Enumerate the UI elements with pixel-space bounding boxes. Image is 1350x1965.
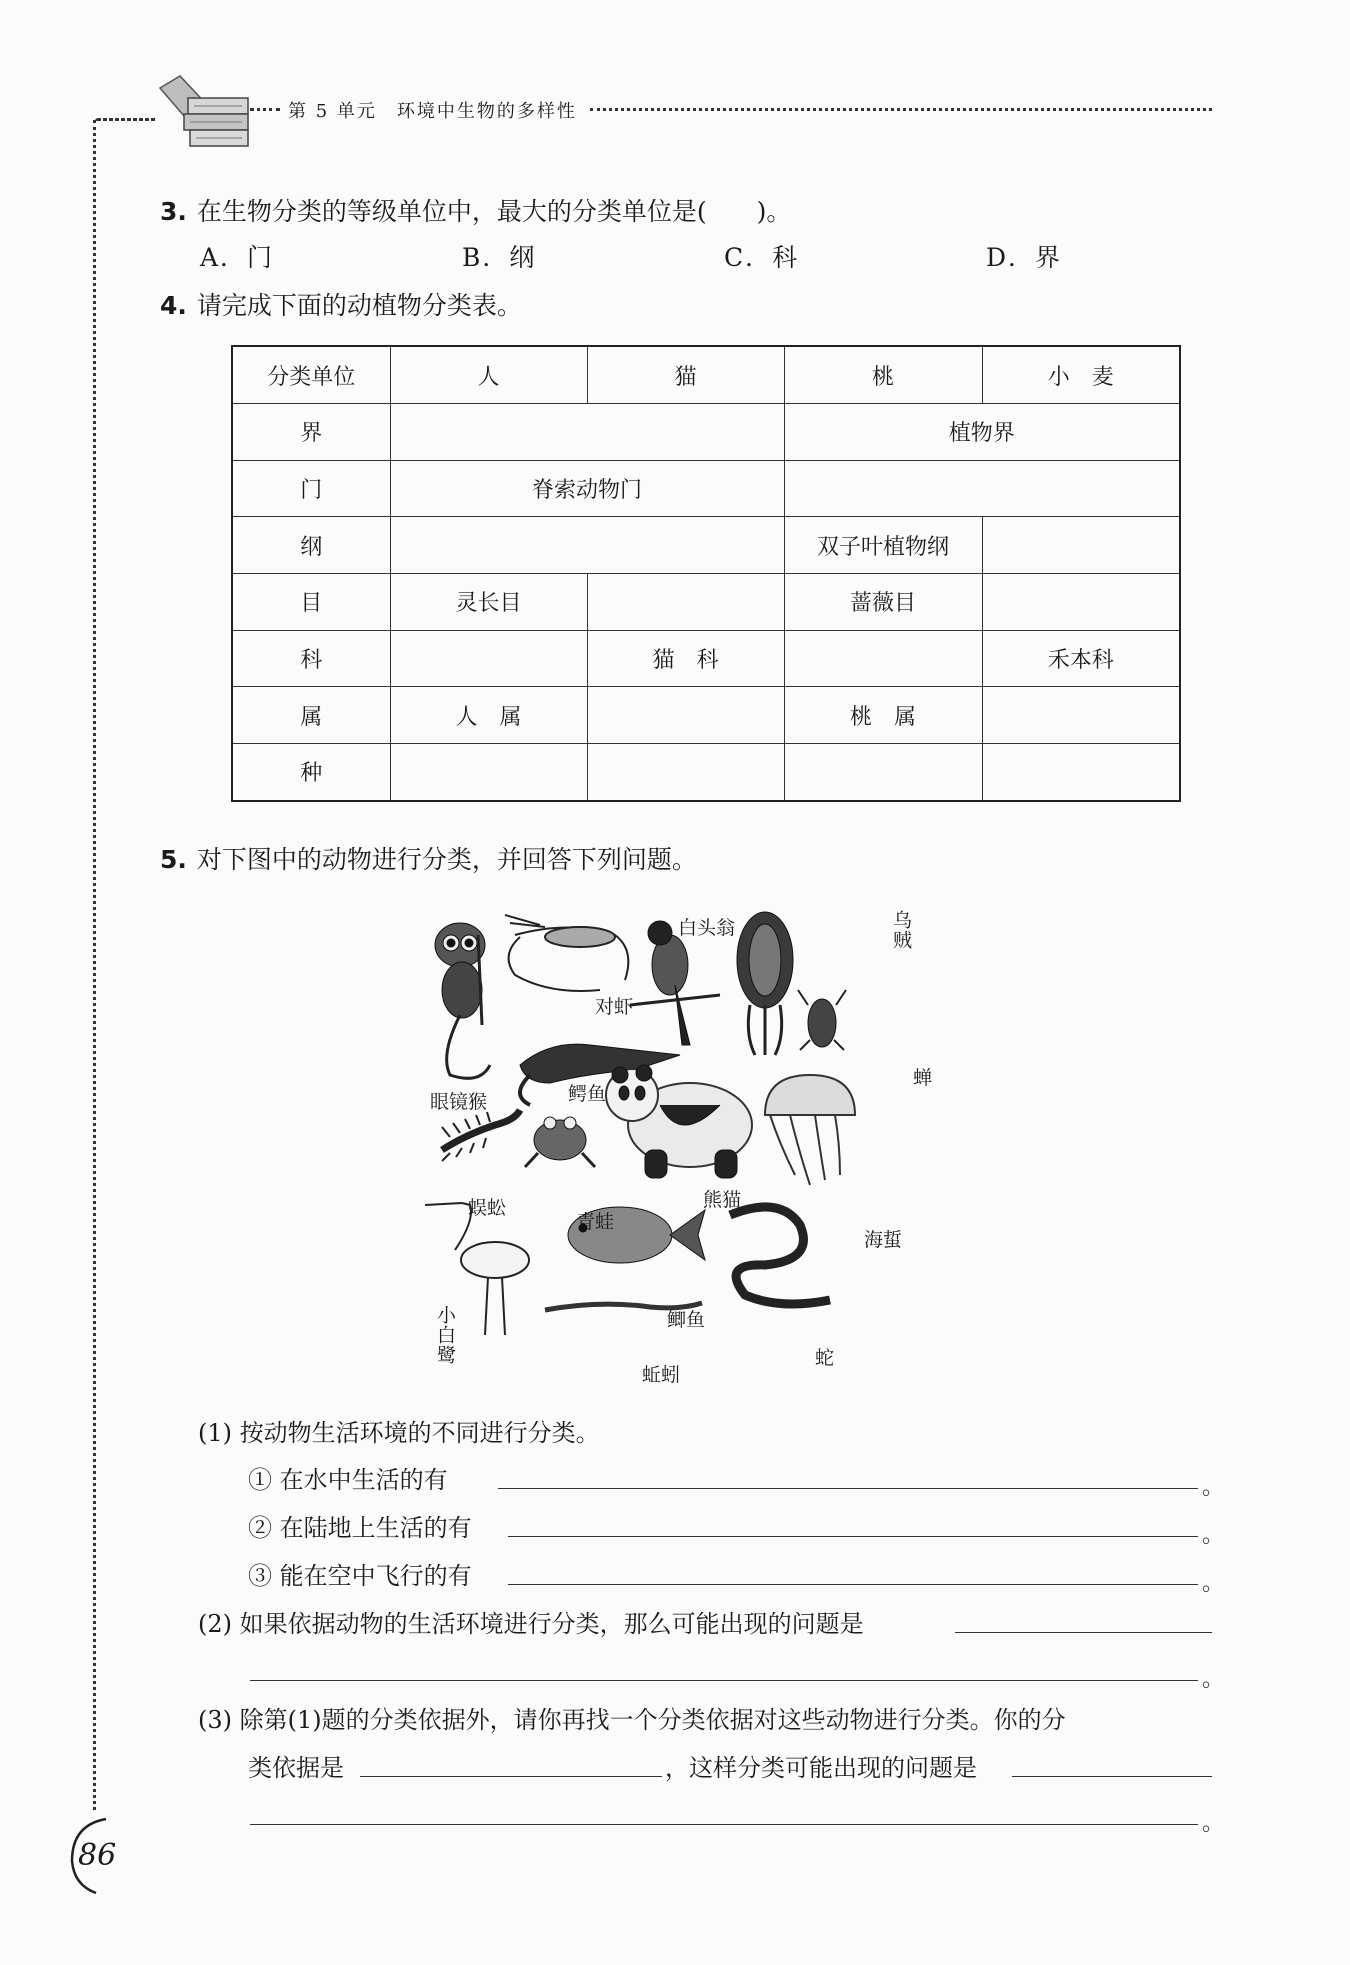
table-cell: 人 属 [390,687,587,744]
question-4 [160,286,522,322]
shrimp-drawing [505,915,628,991]
table-row [232,573,1180,630]
label-jellyfish: 海蜇 [864,1229,903,1251]
period: 。 [1202,1811,1225,1836]
option-c[interactable]: C．科 [724,243,800,272]
header-peach: 桃 [784,346,982,404]
centipede-drawing [442,1110,520,1161]
answer-cell[interactable] [390,404,784,461]
header-wheat: 小 麦 [982,346,1180,404]
subquestion-3-line1: (3) 除第(1)题的分类依据外，请你再找一个分类依据对这些动物进行分类。你的分 [198,1706,1066,1734]
option-b[interactable]: B．纲 [462,243,537,272]
table-cell: 蔷薇目 [784,573,982,630]
table-row [232,630,1180,687]
subquestion-1b: ② 在陆地上生活的有 [248,1514,472,1542]
answer-cell[interactable] [982,517,1180,574]
label-earthworm: 蚯蚓 [642,1364,681,1386]
table-row [232,687,1180,744]
table-cell: 双子叶植物纲 [784,517,982,574]
margin-line [93,120,96,1810]
period: 。 [1202,1523,1225,1548]
answer-line-land[interactable] [508,1536,1198,1537]
rank-cell: 科 [232,630,390,687]
answer-cell[interactable] [784,630,982,687]
table-row [232,743,1180,801]
label-crocodile: 鳄鱼 [568,1083,607,1105]
table-row [232,404,1180,461]
header-rank: 分类单位 [232,346,390,404]
answer-cell[interactable] [982,743,1180,801]
answer-cell[interactable] [390,517,784,574]
snake-drawing [730,1207,830,1304]
label-carp: 鲫鱼 [667,1309,706,1331]
unit-title: 第 5 单元 环境中生物的多样性 [288,101,577,122]
animal-figure [420,905,960,1385]
page-number: 86 [78,1838,117,1873]
rank-cell: 纲 [232,517,390,574]
answer-cell[interactable] [390,630,587,687]
answer-cell[interactable] [982,687,1180,744]
table-cell: 脊索动物门 [390,460,784,517]
rank-cell: 属 [232,687,390,744]
margin-corner [95,118,155,121]
answer-cell[interactable] [784,743,982,801]
label-tarsier: 眼镜猴 [430,1091,488,1113]
option-a[interactable]: A．门 [200,243,275,272]
classification-table [231,345,1181,802]
answer-cell[interactable] [784,460,1180,517]
question-5 [160,840,697,876]
question-3-text: 在生物分类的等级单位中，最大的分类单位是( )。 [196,197,792,226]
label-bulbul: 白头翁 [678,917,736,939]
subquestion-3-problem-label: ，这样分类可能出现的问题是 [665,1754,977,1782]
question-4-number: 4. [160,291,187,320]
table-cell: 植物界 [784,404,1180,461]
cicada-drawing [798,990,846,1050]
label-squid: 乌贼 [890,910,912,950]
subquestion-2: (2) 如果依据动物的生活环境进行分类，那么可能出现的问题是 [198,1610,864,1638]
label-panda: 熊猫 [703,1189,742,1211]
label-centipede: 蜈蚣 [468,1197,507,1219]
header-human: 人 [390,346,587,404]
subquestion-1: (1) 按动物生活环境的不同进行分类。 [198,1419,600,1447]
tarsier-drawing [435,923,490,1078]
label-shrimp: 对虾 [595,996,634,1018]
answer-line-air[interactable] [508,1584,1198,1585]
table-header-row [232,346,1180,404]
frog-drawing [525,1117,595,1167]
header-rule-left [250,108,280,111]
answer-line-2a[interactable] [955,1632,1212,1633]
book-stack-logo [150,68,260,158]
question-5-number: 5. [160,845,187,874]
label-snake: 蛇 [815,1347,835,1369]
answer-line-2b[interactable] [250,1680,1198,1681]
answer-cell[interactable] [390,743,587,801]
table-cell: 猫 科 [587,630,784,687]
header-cat: 猫 [587,346,784,404]
period: 。 [1202,1667,1225,1692]
table-row [232,517,1180,574]
question-5-text: 对下图中的动物进行分类，并回答下列问题。 [196,845,697,874]
table-cell: 禾本科 [982,630,1180,687]
subquestion-1c: ③ 能在空中飞行的有 [248,1562,472,1590]
answer-cell[interactable] [587,743,784,801]
option-d[interactable]: D．界 [986,243,1063,272]
label-frog: 青蛙 [576,1211,615,1233]
answer-line-3b[interactable] [250,1824,1198,1825]
panda-drawing [606,1065,752,1178]
subquestion-1a: ① 在水中生活的有 [248,1466,448,1494]
header-rule [590,108,1212,111]
table-cell: 灵长目 [390,573,587,630]
rank-cell: 目 [232,573,390,630]
period: 。 [1202,1571,1225,1596]
rank-cell: 界 [232,404,390,461]
answer-line-3a[interactable] [1012,1776,1212,1777]
answer-cell[interactable] [587,687,784,744]
table-cell: 桃 属 [784,687,982,744]
rank-cell: 种 [232,743,390,801]
answer-cell[interactable] [587,573,784,630]
table-row [232,460,1180,517]
answer-line-water[interactable] [498,1488,1198,1489]
period: 。 [1202,1475,1225,1500]
subquestion-3-basis-label: 类依据是 [248,1754,344,1782]
label-egret: 小白鹭 [434,1305,456,1365]
squid-drawing [737,912,793,1055]
answer-cell[interactable] [982,573,1180,630]
question-4-text: 请完成下面的动植物分类表。 [196,291,522,320]
answer-line-basis[interactable] [360,1776,662,1777]
rank-cell: 门 [232,460,390,517]
label-cicada: 蝉 [913,1067,933,1089]
jellyfish-drawing [765,1075,855,1185]
question-3 [160,192,791,228]
question-3-number: 3. [160,197,187,226]
